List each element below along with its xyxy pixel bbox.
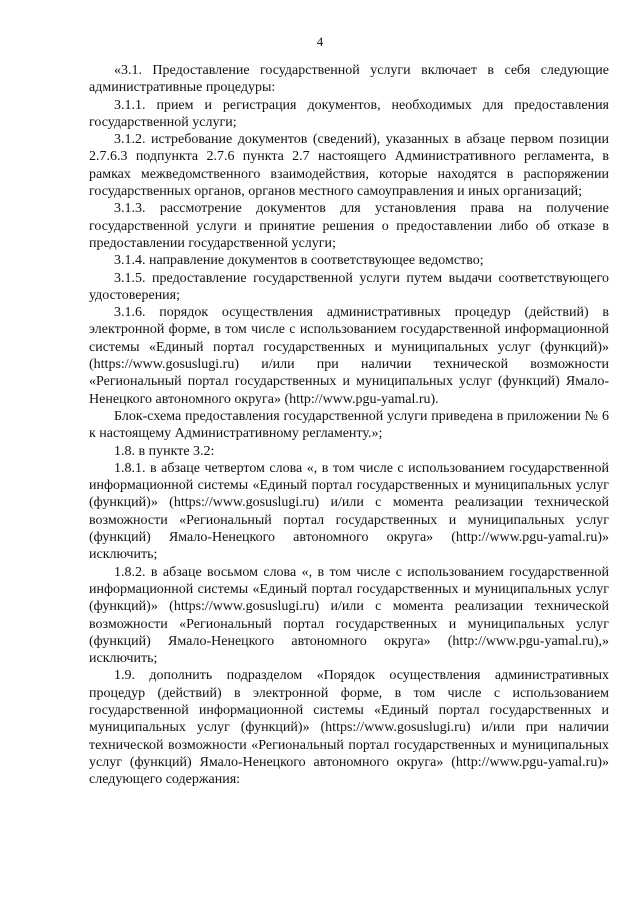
paragraph-3-1-2: 3.1.2. истребование документов (сведений), указанных в абзаце первом позиции 2.7.6.3 подпункта 2.7.6 пункта 2.7 настоящего Административного регламента, в рамках межведомственного взаимодействия, которые находятся в распоряжении государственных органов, органов местного самоуправления и иных организаций; — [89, 132, 609, 200]
paragraph-3-1: «3.1. Предоставление государственной услуги включает в себя следующие административные процедуры: — [89, 63, 609, 96]
paragraph-3-1-6: 3.1.6. порядок осуществления административных процедур (действий) в электронной форме, в том числе с использованием государственной информационной системы «Единый портал государственных и муниципальных услуг (функций)» (https://www.gosuslugi.ru) и/или при наличии технической возможности «Региональный портал государственных и муниципальных услуг (функций) Ямало-Ненецкого автономного округа» (http://www.pgu-yamal.ru). — [89, 305, 609, 407]
page-number: 4 — [316, 34, 324, 49]
paragraph-block-scheme: Блок-схема предоставления государственной услуги приведена в приложении № 6 к настоящему Административному регламенту.»; — [89, 408, 609, 442]
paragraph-3-1-4: 3.1.4. направление документов в соответствующее ведомство; — [114, 253, 484, 269]
paragraph-1-8-2: 1.8.2. в абзаце восьмом слова «, в том числе с использованием государственной информационной системы «Единый портал государственных и муниципальных услуг (функций)» (https://www.gosuslugi.ru) и/или с момента реализации технической возможности «Региональный портал государственных и муниципальных услуг (функций) Ямало-Ненецкого автономного округа» (http://www.pgu-yamal.ru),» исключить; — [89, 564, 609, 667]
paragraph-3-1-3: 3.1.3. рассмотрение документов для установления права на получение государственной услуги и принятие решения о предоставлении либо об отказе в предоставлении государственной услуги; — [89, 201, 609, 251]
paragraph-1-8-1: 1.8.1. в абзаце четвертом слова «, в том числе с использованием государственной информационной системы «Единый портал государственных и муниципальных услуг (функций)» (https://www.gosuslugi.ru) и/или с момента реализации технической возможности «Региональный портал государственных и муниципальных услуг (функций) Ямало-Ненецкого автономного округа» (http://www.pgu-yamal.ru)» исключить; — [89, 460, 609, 563]
paragraph-3-1-5: 3.1.5. предоставление государственной услуги путем выдачи соответствующего удостоверения; — [89, 270, 609, 303]
paragraph-1-9: 1.9. дополнить подразделом «Порядок осуществления административных процедур (действий) в электронной форме, в том числе с использованием государственной информационной системы «Единый портал государственных и муниципальных услуг (функций)» (https://www.gosuslugi.ru) и/или при наличии технической возможности «Региональный портал государственных и муниципальных услуг (функций) Ямало-Ненецкого автономного округа» (http://www.pgu-yamal.ru)» следующего содержания: — [89, 668, 609, 788]
document-body — [89, 62, 609, 788]
paragraph-1-8: 1.8. в пункте 3.2: — [114, 443, 215, 459]
paragraph-3-1-1: 3.1.1. прием и регистрация документов, необходимых для предоставления государственной услуги; — [89, 97, 609, 130]
